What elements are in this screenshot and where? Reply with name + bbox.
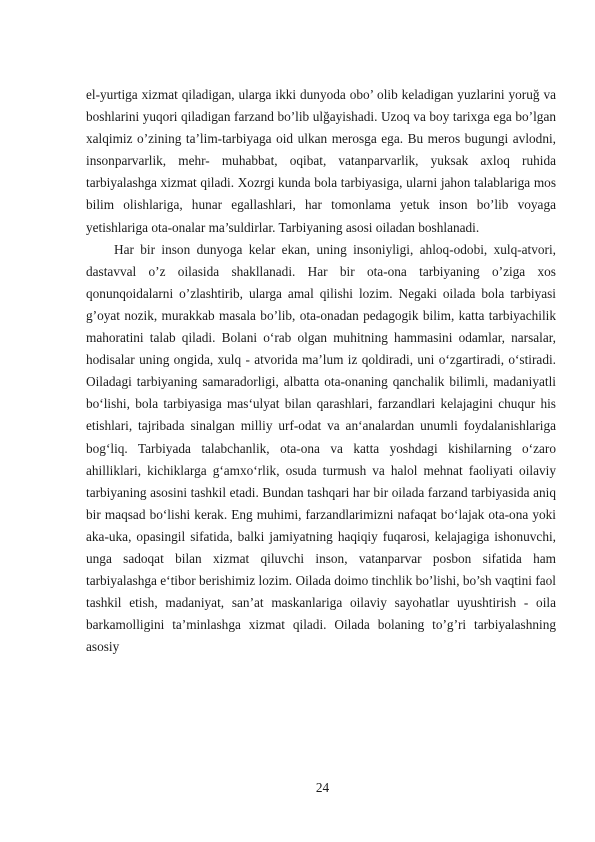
page-number: 24: [315, 780, 330, 795]
document-body: [86, 84, 556, 658]
paragraph-continuation: el-yurtiga xizmat qiladigan, ularga ikki dunyoda obo’ olib keladigan yuzlarini yoruğ va boshlarini yuqori qiladigan farzand bo’lib ulğayishadi. Uzoq va boy tarixga ega bo’lgan xalqimiz o’zining ta’lim-tarbiyaga oid ulkan merosga ega. Bu meros bugungi avlodni, insonparvarlik, mehr- muhabbat, oqibat, vatanparvarlik, yuksak axloq ruhida tarbiyalashga xizmat qiladi. Xozrgi kunda bola tarbiyasiga, ularni jahon talablariga mos bilim olishlariga, hunar egallashlari, har tomonlama yetuk inson bo’lib voyaga yetishlariga ota-onalar ma’suldirlar. Tarbiyaning asosi oiladan boshlanadi.: [86, 87, 556, 235]
paragraph-family-upbringing: Har bir inson dunyoga kelar ekan, uning insoniyligi, ahloq-odobi, xulq-atvori, dastavval o’z oilasida shakllanadi. Har bir ota-ona tarbiyaning o’ziga xos qonunqoidalarni o’zlashtirib, ularga amal qilishi lozim. Negaki oilada bola tarbiyasi g’oyat nozik, murakkab masala bo’lib, ota-onadan pedagogik bilim, katta tarbiyachilik mahoratini talab qiladi. Bolani o‘rab olgan muhitning hammasini odamlar, narsalar, hodisalar uning ongida, xulq - atvorida ma’lum iz qoldiradi, uni o‘zgartiradi, o‘stiradi. Oiladagi tarbiyaning samaradorligi, albatta ota-onaning qanchalik bilimli, madaniyatli bo‘lishi, bola tarbiyasiga mas‘ulyat bilan qarashlari, farzandlari kelajagini chuqur his etishlari, tajribada sinalgan milliy urf-odat va an‘analardan unumli foydalanishlariga bog‘liq. Tarbiyada talabchanlik, ota-ona va katta yoshdagi kishilarning o‘zaro ahilliklari, kichiklarga g‘amxo‘rlik, osuda turmush va halol mehnat faoliyati oilaviy tarbiyaning asosini tashkil etadi. Bundan tashqari har bir oilada farzand tarbiyasida aniq bir maqsad bo‘lishi kerak. Eng muhimi, farzandlarimizni nafaqat bo‘lajak ota-ona yoki aka-uka, opasingil sifatida, balki jamiyatning haqiqiy fuqarosi, kelajagiga ishonuvchi, unga sadoqat bilan xizmat qiluvchi inson, vatanparvar posbon sifatida ham tarbiyalashga e‘tibor berishimiz lozim. Oilada doimo tinchlik bo’lishi, bo’sh vaqtini faol tashkil etish, madaniyat, san’at maskanlariga oilaviy sayohatlar uyushtirish - oila barkamolligini ta’minlashga xizmat qiladi. Oilada bolaning to’g’ri tarbiyalashning asosiy: [86, 241, 556, 655]
